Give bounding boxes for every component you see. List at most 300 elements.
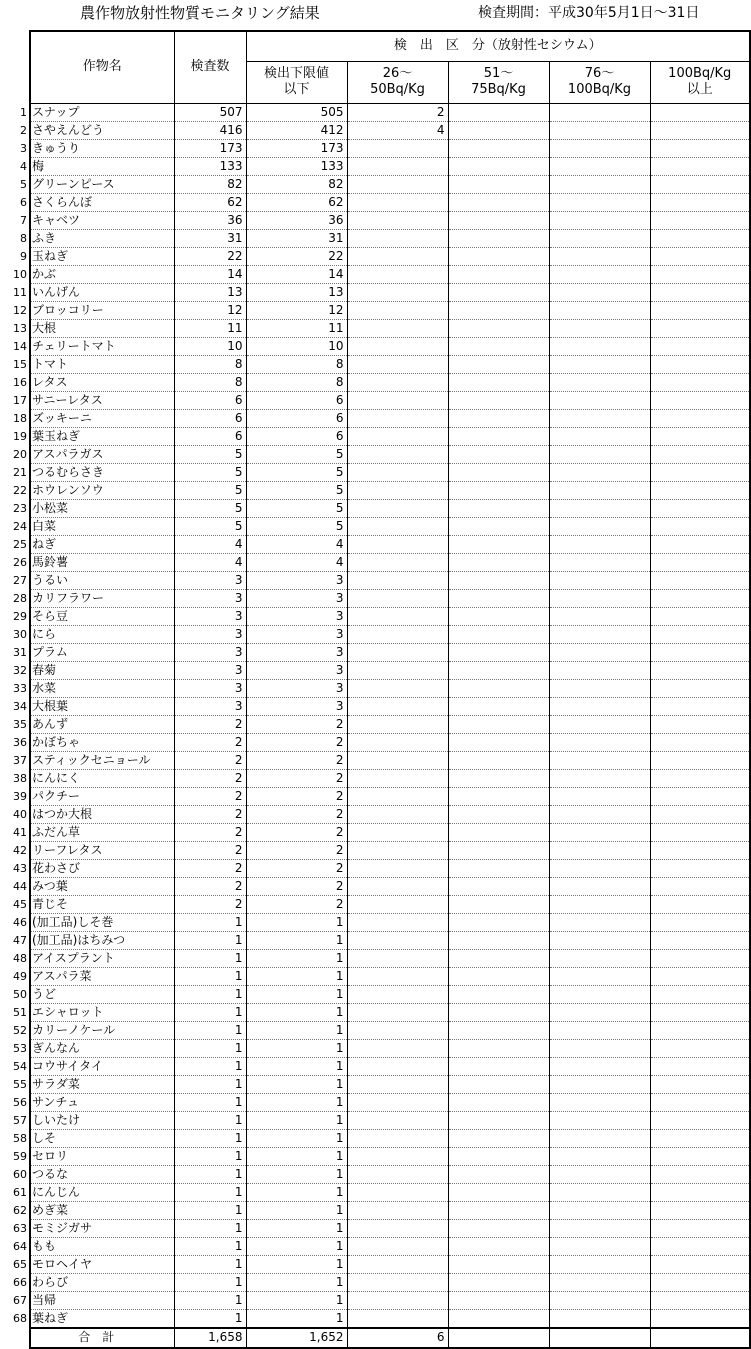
- row-number: 59: [13, 1149, 27, 1163]
- below-limit-count: 1: [246, 967, 347, 985]
- crop-name: めぎ菜: [30, 1201, 174, 1219]
- range-76-100-count: [549, 1039, 650, 1057]
- range-over-100-count: [650, 517, 750, 535]
- crop-name: リーフレタス: [30, 841, 174, 859]
- row-number: 63: [13, 1221, 27, 1235]
- range-over-100-count: [650, 1237, 750, 1255]
- range-26-50-count: [347, 175, 448, 193]
- below-limit-count: 5: [246, 463, 347, 481]
- inspection-count: 3: [174, 625, 246, 643]
- inspection-count: 6: [174, 427, 246, 445]
- range-51-75-count: [448, 319, 549, 337]
- range-51-75-count: [448, 967, 549, 985]
- range-26-50-count: [347, 967, 448, 985]
- row-number: 29: [13, 609, 27, 623]
- range-51-75-count: [448, 463, 549, 481]
- range-over-100-count: [650, 1183, 750, 1201]
- crop-name: つるな: [30, 1165, 174, 1183]
- below-limit-count: 1: [246, 1075, 347, 1093]
- crop-name: にら: [30, 625, 174, 643]
- inspection-count: 2: [174, 823, 246, 841]
- crop-name: ホウレンソウ: [30, 481, 174, 499]
- crop-name: レタス: [30, 373, 174, 391]
- range-76-100-count: [549, 949, 650, 967]
- range-51-75-count: [448, 1273, 549, 1291]
- range-26-50-count: [347, 571, 448, 589]
- range-51-75-count: [448, 1057, 549, 1075]
- table-row: [0, 1021, 750, 1039]
- range-51-75-count: [448, 1129, 549, 1147]
- table-row: [0, 427, 750, 445]
- inspection-count: 4: [174, 535, 246, 553]
- below-limit-count: 1: [246, 1093, 347, 1111]
- table-row: [0, 499, 750, 517]
- header-detection-category: 検 出 区 分（放射性セシウム）: [246, 31, 750, 61]
- inspection-count: 2: [174, 787, 246, 805]
- range-over-100-count: [650, 571, 750, 589]
- row-number: 42: [13, 843, 27, 857]
- below-limit-count: 5: [246, 481, 347, 499]
- range-over-100-count: [650, 139, 750, 157]
- range-51-75-count: [448, 751, 549, 769]
- below-limit-count: 22: [246, 247, 347, 265]
- range-51-75-count: [448, 571, 549, 589]
- below-limit-count: 2: [246, 877, 347, 895]
- range-over-100-count: [650, 967, 750, 985]
- inspection-count: 5: [174, 445, 246, 463]
- table-row: [0, 553, 750, 571]
- table-row: [0, 517, 750, 535]
- range-over-100-count: [650, 661, 750, 679]
- range-over-100-count: [650, 481, 750, 499]
- range-26-50-count: [347, 409, 448, 427]
- below-limit-count: 1: [246, 949, 347, 967]
- range-over-100-count: [650, 787, 750, 805]
- table-row: [0, 1219, 750, 1237]
- inspection-count: 1: [174, 1093, 246, 1111]
- range-76-100-count: [549, 1291, 650, 1309]
- row-number: 18: [13, 411, 27, 425]
- row-number: 12: [13, 303, 27, 317]
- range-over-100-count: [650, 229, 750, 247]
- range-51-75-count: [448, 427, 549, 445]
- table-row: [0, 175, 750, 193]
- crop-name: 青じそ: [30, 895, 174, 913]
- table-row: [0, 1003, 750, 1021]
- range-over-100-count: [650, 751, 750, 769]
- below-limit-count: 173: [246, 139, 347, 157]
- range-26-50-count: [347, 229, 448, 247]
- range-26-50-count: [347, 823, 448, 841]
- inspection-count: 1: [174, 1309, 246, 1328]
- below-limit-count: 3: [246, 607, 347, 625]
- row-number: 15: [13, 357, 27, 371]
- range-51-75-count: [448, 535, 549, 553]
- range-76-100-count: [549, 1183, 650, 1201]
- row-number: 28: [13, 591, 27, 605]
- row-number: 34: [13, 699, 27, 713]
- range-51-75-count: [448, 805, 549, 823]
- row-number: 48: [13, 951, 27, 965]
- table-row: [0, 859, 750, 877]
- range-26-50-count: [347, 1003, 448, 1021]
- crop-name: ねぎ: [30, 535, 174, 553]
- range-over-100-count: [650, 337, 750, 355]
- row-number: 11: [13, 285, 27, 299]
- table-row: [0, 1201, 750, 1219]
- range-26-50-count: [347, 427, 448, 445]
- inspection-count: 3: [174, 697, 246, 715]
- range-51-75-count: [448, 625, 549, 643]
- crop-name: そら豆: [30, 607, 174, 625]
- header-inspection-count: 検査数: [174, 31, 246, 103]
- range-76-100-count: [549, 787, 650, 805]
- range-76-100-count: [549, 175, 650, 193]
- range-76-100-count: [549, 319, 650, 337]
- range-over-100-count: [650, 1201, 750, 1219]
- range-26-50-count: [347, 931, 448, 949]
- table-row: [0, 679, 750, 697]
- range-51-75-count: [448, 1147, 549, 1165]
- below-limit-count: 1: [246, 1039, 347, 1057]
- range-76-100-count: [549, 805, 650, 823]
- inspection-count: 1: [174, 1291, 246, 1309]
- range-26-50-count: [347, 445, 448, 463]
- inspection-count: 14: [174, 265, 246, 283]
- row-number: 49: [13, 969, 27, 983]
- inspection-count: 2: [174, 877, 246, 895]
- range-26-50-count: [347, 247, 448, 265]
- range-over-100-count: [650, 1273, 750, 1291]
- range-51-75-count: [448, 1165, 549, 1183]
- results-table: [0, 30, 751, 1349]
- range-over-100-count: [650, 1309, 750, 1328]
- table-row: [0, 445, 750, 463]
- table-row: [0, 265, 750, 283]
- inspection-count: 62: [174, 193, 246, 211]
- range-76-100-count: [549, 301, 650, 319]
- crop-name: 葉玉ねぎ: [30, 427, 174, 445]
- below-limit-count: 2: [246, 787, 347, 805]
- range-76-100-count: [549, 1273, 650, 1291]
- row-number: 51: [13, 1005, 27, 1019]
- crop-name: 春菊: [30, 661, 174, 679]
- range-76-100-count: [549, 373, 650, 391]
- range-76-100-count: [549, 535, 650, 553]
- below-limit-count: 1: [246, 1057, 347, 1075]
- row-number: 14: [13, 339, 27, 353]
- row-number: 24: [13, 519, 27, 533]
- inspection-count: 6: [174, 409, 246, 427]
- range-26-50-count: [347, 1039, 448, 1057]
- table-row: [0, 913, 750, 931]
- range-26-50-count: [347, 733, 448, 751]
- inspection-period: 検査期間：平成30年5月1日～31日: [478, 5, 700, 21]
- table-row: [0, 355, 750, 373]
- range-76-100-count: [549, 859, 650, 877]
- range-over-100-count: [650, 589, 750, 607]
- inspection-count: 2: [174, 769, 246, 787]
- below-limit-count: 6: [246, 427, 347, 445]
- range-over-100-count: [650, 769, 750, 787]
- range-26-50-count: [347, 1291, 448, 1309]
- range-76-100-count: [549, 193, 650, 211]
- range-76-100-count: [549, 391, 650, 409]
- range-76-100-count: [549, 1003, 650, 1021]
- below-limit-count: 1: [246, 1021, 347, 1039]
- below-limit-count: 505: [246, 103, 347, 121]
- range-over-100-count: [650, 247, 750, 265]
- row-number: 37: [13, 753, 27, 767]
- table-row: [0, 733, 750, 751]
- below-limit-count: 1: [246, 1309, 347, 1328]
- range-over-100-count: [650, 859, 750, 877]
- table-row: [0, 751, 750, 769]
- range-51-75-count: [448, 121, 549, 139]
- table-row: [0, 211, 750, 229]
- range-51-75-count: [448, 373, 549, 391]
- row-number: 30: [13, 627, 27, 641]
- crop-name: しそ: [30, 1129, 174, 1147]
- below-limit-count: 5: [246, 445, 347, 463]
- range-76-100-count: [549, 733, 650, 751]
- range-51-75-count: [448, 1111, 549, 1129]
- range-over-100-count: [650, 1219, 750, 1237]
- range-51-75-count: [448, 877, 549, 895]
- table-row: [0, 319, 750, 337]
- crop-name: にんじん: [30, 1183, 174, 1201]
- crop-name: キャベツ: [30, 211, 174, 229]
- range-26-50-count: [347, 517, 448, 535]
- total-label: 合計: [30, 1328, 174, 1348]
- inspection-count: 2: [174, 751, 246, 769]
- range-76-100-count: [549, 1255, 650, 1273]
- inspection-count: 1: [174, 1219, 246, 1237]
- crop-name: カリフラワー: [30, 589, 174, 607]
- table-row: [0, 1183, 750, 1201]
- inspection-count: 1: [174, 1147, 246, 1165]
- range-over-100-count: [650, 949, 750, 967]
- row-number: 20: [13, 447, 27, 461]
- range-over-100-count: [650, 1093, 750, 1111]
- range-51-75-count: [448, 985, 549, 1003]
- range-over-100-count: [650, 1003, 750, 1021]
- range-over-100-count: [650, 1147, 750, 1165]
- range-over-100-count: [650, 427, 750, 445]
- header-crop-name: 作物名: [30, 31, 174, 103]
- range-over-100-count: [650, 1075, 750, 1093]
- total-below-limit: 1,652: [246, 1328, 347, 1348]
- range-51-75-count: [448, 1255, 549, 1273]
- inspection-count: 3: [174, 643, 246, 661]
- inspection-count: 1: [174, 1201, 246, 1219]
- row-number: 58: [13, 1131, 27, 1145]
- table-row: [0, 283, 750, 301]
- range-26-50-count: [347, 1111, 448, 1129]
- range-26-50-count: [347, 337, 448, 355]
- below-limit-count: 36: [246, 211, 347, 229]
- crop-name: つるむらさき: [30, 463, 174, 481]
- range-26-50-count: [347, 391, 448, 409]
- range-over-100-count: [650, 445, 750, 463]
- range-76-100-count: [549, 823, 650, 841]
- range-26-50-count: [347, 211, 448, 229]
- inspection-count: 22: [174, 247, 246, 265]
- crop-name: アスパラ菜: [30, 967, 174, 985]
- below-limit-count: 1: [246, 985, 347, 1003]
- range-26-50-count: [347, 355, 448, 373]
- range-76-100-count: [549, 1021, 650, 1039]
- range-51-75-count: [448, 517, 549, 535]
- below-limit-count: 1: [246, 931, 347, 949]
- range-51-75-count: [448, 733, 549, 751]
- table-row: [0, 229, 750, 247]
- inspection-count: 5: [174, 499, 246, 517]
- crop-name: 大根: [30, 319, 174, 337]
- range-26-50-count: [347, 949, 448, 967]
- table-row: [0, 373, 750, 391]
- crop-name: サラダ菜: [30, 1075, 174, 1093]
- range-51-75-count: [448, 499, 549, 517]
- range-51-75-count: [448, 679, 549, 697]
- range-over-100-count: [650, 319, 750, 337]
- table-row: [0, 1129, 750, 1147]
- range-over-100-count: [650, 985, 750, 1003]
- row-number: 56: [13, 1095, 27, 1109]
- range-76-100-count: [549, 1111, 650, 1129]
- row-number: 9: [20, 249, 27, 263]
- row-number: 21: [13, 465, 27, 479]
- inspection-count: 2: [174, 859, 246, 877]
- row-number: 64: [13, 1239, 27, 1253]
- range-51-75-count: [448, 697, 549, 715]
- inspection-count: 1: [174, 1129, 246, 1147]
- crop-name: カリーノケール: [30, 1021, 174, 1039]
- table-row: [0, 1075, 750, 1093]
- below-limit-count: 4: [246, 553, 347, 571]
- row-number: 2: [20, 123, 27, 137]
- range-51-75-count: [448, 715, 549, 733]
- range-51-75-count: [448, 229, 549, 247]
- range-76-100-count: [549, 481, 650, 499]
- inspection-count: 1: [174, 1039, 246, 1057]
- range-51-75-count: [448, 481, 549, 499]
- crop-name: いんげん: [30, 283, 174, 301]
- below-limit-count: 3: [246, 571, 347, 589]
- range-over-100-count: [650, 679, 750, 697]
- range-51-75-count: [448, 445, 549, 463]
- table-row: [0, 715, 750, 733]
- inspection-count: 2: [174, 733, 246, 751]
- below-limit-count: 2: [246, 859, 347, 877]
- crop-name: 玉ねぎ: [30, 247, 174, 265]
- below-limit-count: 412: [246, 121, 347, 139]
- table-row: [0, 247, 750, 265]
- crop-name: 葉ねぎ: [30, 1309, 174, 1328]
- range-over-100-count: [650, 1111, 750, 1129]
- range-26-50-count: [347, 1219, 448, 1237]
- header-range-76-100: 76～ 100Bq/Kg: [549, 61, 650, 103]
- range-26-50-count: [347, 1309, 448, 1328]
- below-limit-count: 2: [246, 715, 347, 733]
- range-76-100-count: [549, 139, 650, 157]
- inspection-count: 1: [174, 931, 246, 949]
- range-76-100-count: [549, 697, 650, 715]
- below-limit-count: 14: [246, 265, 347, 283]
- range-over-100-count: [650, 1057, 750, 1075]
- below-limit-count: 5: [246, 499, 347, 517]
- range-51-75-count: [448, 1003, 549, 1021]
- crop-name: 白菜: [30, 517, 174, 535]
- range-26-50-count: [347, 679, 448, 697]
- row-number: 50: [13, 987, 27, 1001]
- range-51-75-count: [448, 643, 549, 661]
- row-number: 47: [13, 933, 27, 947]
- row-number: 25: [13, 537, 27, 551]
- table-row: [0, 949, 750, 967]
- range-51-75-count: [448, 661, 549, 679]
- below-limit-count: 4: [246, 535, 347, 553]
- range-over-100-count: [650, 283, 750, 301]
- range-51-75-count: [448, 391, 549, 409]
- range-51-75-count: [448, 1219, 549, 1237]
- total-range-76-100: [549, 1328, 650, 1348]
- table-row: [0, 1057, 750, 1075]
- range-26-50-count: [347, 877, 448, 895]
- range-76-100-count: [549, 1165, 650, 1183]
- range-51-75-count: [448, 1183, 549, 1201]
- range-26-50-count: [347, 373, 448, 391]
- table-row: [0, 967, 750, 985]
- range-76-100-count: [549, 517, 650, 535]
- below-limit-count: 3: [246, 679, 347, 697]
- inspection-count: 13: [174, 283, 246, 301]
- range-76-100-count: [549, 211, 650, 229]
- range-76-100-count: [549, 1093, 650, 1111]
- page-title: 農作物放射性物質モニタリング結果: [80, 4, 320, 22]
- crop-name: うるい: [30, 571, 174, 589]
- range-76-100-count: [549, 931, 650, 949]
- row-number: 13: [13, 321, 27, 335]
- row-number: 39: [13, 789, 27, 803]
- crop-name: コウサイタイ: [30, 1057, 174, 1075]
- range-over-100-count: [650, 931, 750, 949]
- range-over-100-count: [650, 157, 750, 175]
- range-51-75-count: [448, 949, 549, 967]
- range-26-50-count: 4: [347, 121, 448, 139]
- range-26-50-count: [347, 1129, 448, 1147]
- range-26-50-count: [347, 301, 448, 319]
- range-76-100-count: [549, 427, 650, 445]
- table-row: [0, 697, 750, 715]
- range-26-50-count: [347, 643, 448, 661]
- below-limit-count: 8: [246, 355, 347, 373]
- row-number: 3: [20, 141, 27, 155]
- range-76-100-count: [549, 121, 650, 139]
- inspection-count: 133: [174, 157, 246, 175]
- range-over-100-count: [650, 607, 750, 625]
- range-over-100-count: [650, 373, 750, 391]
- below-limit-count: 1: [246, 1237, 347, 1255]
- crop-name: アイスプラント: [30, 949, 174, 967]
- crop-name: グリーンピース: [30, 175, 174, 193]
- range-over-100-count: [650, 895, 750, 913]
- below-limit-count: 1: [246, 1147, 347, 1165]
- table-row: [0, 841, 750, 859]
- range-26-50-count: [347, 553, 448, 571]
- below-limit-count: 82: [246, 175, 347, 193]
- range-over-100-count: [650, 121, 750, 139]
